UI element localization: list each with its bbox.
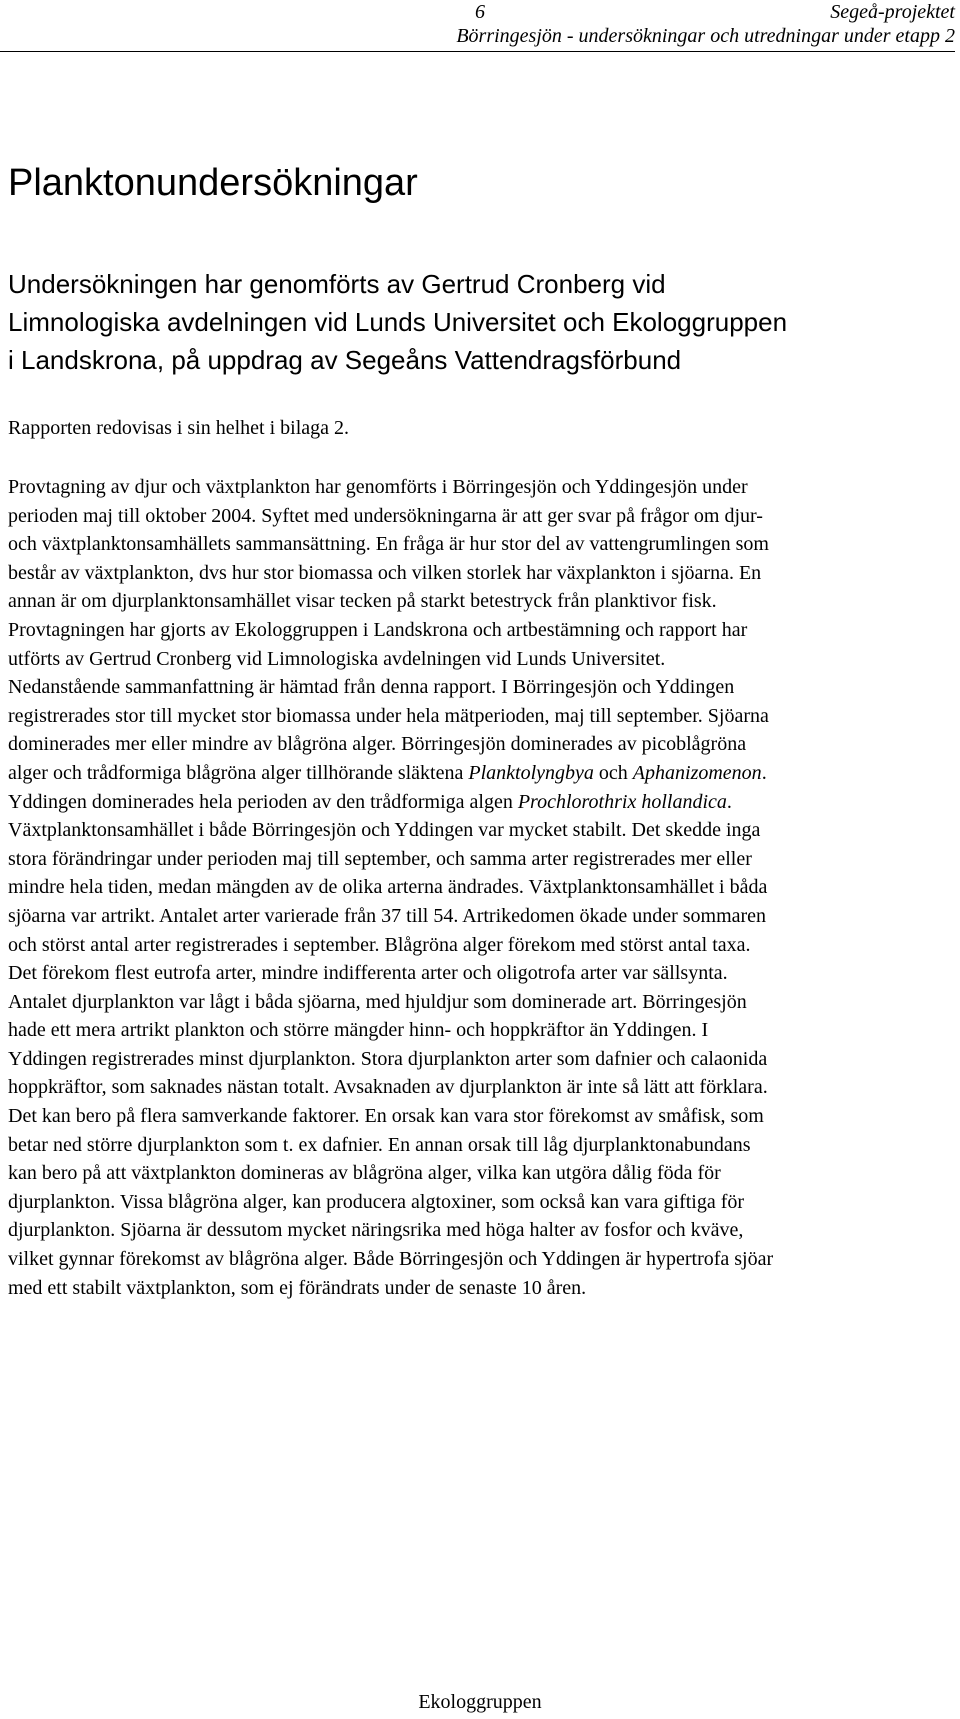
text-segment: Yddingen dominerades hela perioden av den trådformiga algen <box>8 790 518 813</box>
page-number: 6 <box>475 1 485 23</box>
text-line: består av växtplankton, dvs hur stor biomassa och vilken storlek har växplankton i sjöarna. En <box>8 561 762 584</box>
species-name: Prochlorothrix hollandica <box>517 790 727 813</box>
text-line: betar ned större djurplankton som t. ex dafnier. En annan orsak till låg djurplanktonabundans <box>8 1133 751 1156</box>
text-line: annan är om djurplanktonsamhället visar tecken på starkt betestryck från planktivor fisk. <box>8 590 717 613</box>
text-segment: alger och trådformiga blågröna alger tillhörande släktena <box>8 761 469 784</box>
text-line: Det kan bero på flera samverkande faktorer. En orsak kan vara stor förekomst av småfisk, som <box>8 1105 764 1128</box>
text-line: hoppkräftor, som saknades nästan totalt. Avsaknaden av djurplankton är inte så lätt att förklara. <box>8 1076 768 1099</box>
text-line: utförts av Gertrud Cronberg vid Limnologiska avdelningen vid Lunds Universitet. <box>8 647 666 670</box>
page-footer: Ekologgruppen <box>418 1691 542 1713</box>
section-intro <box>8 265 953 379</box>
intro-line: Undersökningen har genomförts av Gertrud Cronberg vid <box>8 269 666 299</box>
text-line: Antalet djurplankton var lågt i båda sjöarna, med hjuldjur som dominerade art. Börringesjön <box>8 990 747 1013</box>
text-line: registrerades stor till mycket stor biomassa under hela mätperioden, maj till september. Sjöarna <box>8 704 769 727</box>
text-segment: . <box>726 790 732 813</box>
text-line: hade ett mera artrikt plankton och större mängder hinn- och hoppkräftor än Yddingen. I <box>8 1019 709 1042</box>
project-name: Segeå-projektet <box>830 1 955 23</box>
section-title: Planktonundersökningar <box>8 162 418 204</box>
text-line: djurplankton. Vissa blågröna alger, kan producera algtoxiner, som också kan vara giftiga för <box>8 1190 745 1213</box>
text-line: vilket gynnar förekomst av blågröna alger. Både Börringesjön och Yddingen är hypertrofa sjöar <box>8 1248 774 1271</box>
page-header <box>0 0 960 50</box>
intro-line: Limnologiska avdelningen vid Lunds Universitet och Ekologgruppen <box>8 307 788 337</box>
header-rule <box>0 51 955 52</box>
genus-name: Planktolyngbya <box>468 761 594 784</box>
report-reference: Rapporten redovisas i sin helhet i bilaga 2. <box>8 417 350 439</box>
text-segment: och <box>593 761 633 784</box>
text-line: djurplankton. Sjöarna är dessutom mycket näringsrika med höga halter av fosfor och kväve, <box>8 1219 744 1242</box>
document-subtitle: Börringesjön - undersökningar och utredningar under etapp 2 <box>456 25 955 47</box>
text-line <box>8 759 953 788</box>
text-line: dominerades mer eller mindre av blågröna alger. Börringesjön dominerades av picoblågröna <box>8 733 747 756</box>
text-line: kan bero på att växtplankton domineras av blågröna alger, vilka kan utgöra dålig föda för <box>8 1162 721 1185</box>
text-line: Växtplanktonsamhället i både Börringesjön och Yddingen var mycket stabilt. Det skedde inga <box>8 819 761 842</box>
text-line: stora förändringar under perioden maj till september, och samma arter registrerades mer eller <box>8 847 752 870</box>
text-line <box>8 788 953 817</box>
text-line: sjöarna var artrikt. Antalet arter varierade från 37 till 54. Artrikedomen ökade under sommaren <box>8 904 767 927</box>
text-line: mindre hela tiden, medan mängden av de olika arterna ändrades. Växtplanktonsamhället i båda <box>8 876 768 899</box>
text-line: Yddingen registrerades minst djurplankton. Stora djurplankton arter som dafnier och calaonida <box>8 1047 768 1070</box>
genus-name: Aphanizomenon <box>632 761 762 784</box>
text-line: och störst antal arter registrerades i september. Blågröna alger förekom med störst antal taxa. <box>8 933 751 956</box>
text-line: perioden maj till oktober 2004. Syftet med undersökningarna är att ger svar på frågor om djur- <box>8 504 763 527</box>
text-line: och växtplanktonsamhällets sammansättning. En fråga är hur stor del av vattengrumlingen som <box>8 533 769 556</box>
text-line: Det förekom flest eutrofa arter, mindre indifferenta arter och oligotrofa arter var sällsynta. <box>8 962 728 985</box>
text-line: Nedanstående sammanfattning är hämtad från denna rapport. I Börringesjön och Yddingen <box>8 676 735 699</box>
text-segment: . <box>761 761 767 784</box>
text-line: med ett stabilt växtplankton, som ej förändrats under de senaste 10 åren. <box>8 1276 587 1299</box>
text-line: Provtagning av djur och växtplankton har genomförts i Börringesjön och Yddingesjön under <box>8 476 748 498</box>
intro-line: i Landskrona, på uppdrag av Segeåns Vattendragsförbund <box>8 345 682 375</box>
text-line: Provtagningen har gjorts av Ekologgruppen i Landskrona och artbestämning och rapport har <box>8 618 748 641</box>
summary-paragraph <box>8 473 953 1302</box>
